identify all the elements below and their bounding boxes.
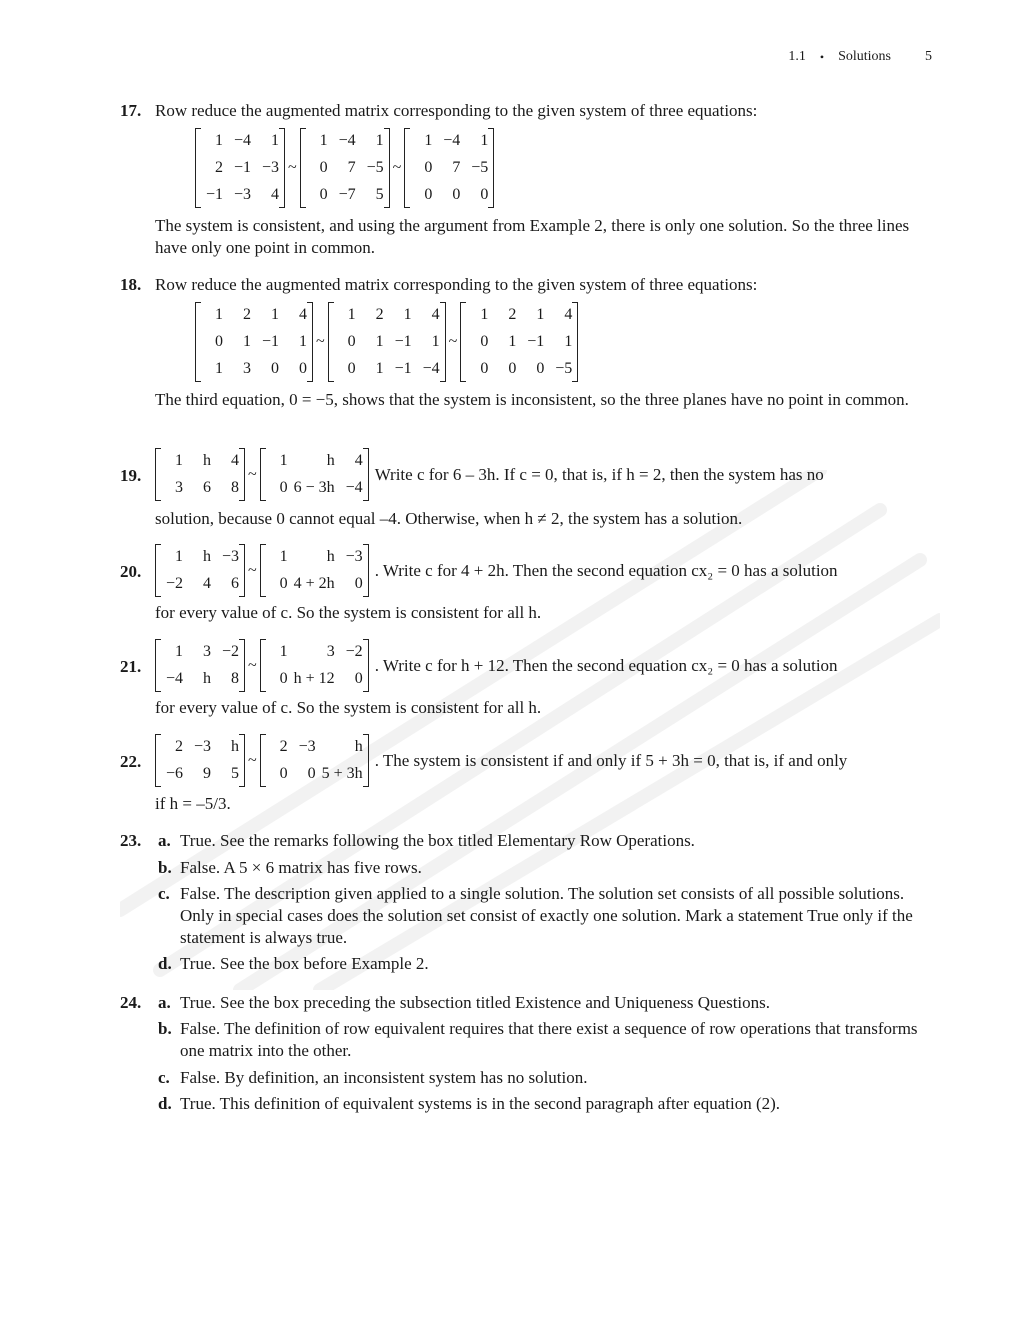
row-equivalent-symbol: ~ — [248, 751, 257, 769]
matrix-cell: 1 — [279, 548, 288, 565]
matrix-cell: 0 — [354, 575, 363, 592]
matrix-cell: 0 — [424, 186, 433, 203]
matrix-cell: 1 — [243, 333, 251, 350]
matrix-cell: h — [203, 452, 211, 469]
row-equivalent-symbol: ~ — [316, 333, 325, 350]
matrix-cell: 4 — [431, 306, 440, 323]
problem-text: . Write c for h + 12. Then the second equation cx₂ = 0 has a solution — [374, 655, 838, 675]
row-equivalent-symbol: ~ — [248, 465, 257, 483]
matrix-cell: 6 — [231, 575, 239, 592]
matrix — [155, 641, 245, 690]
matrix-cell: 0 — [319, 186, 328, 203]
matrix-cell: −2 — [345, 643, 363, 660]
matrix-cell: 5 + 3h — [321, 765, 363, 782]
part-text: True. See the box preceding the subsection titled Existence and Uniqueness Questions. — [180, 993, 771, 1012]
matrix-cell: 1 — [424, 132, 433, 149]
matrix-cell: 7 — [452, 159, 461, 176]
matrix-cell: 8 — [231, 670, 239, 687]
matrix-cell: 8 — [231, 479, 239, 496]
matrix-cell: 0 — [279, 575, 288, 592]
section-number: 1.1 — [788, 49, 806, 64]
part-text: True. This definition of equivalent systems is in the second paragraph after equation (2). — [180, 1094, 781, 1113]
matrix-cell: 1 — [319, 132, 328, 149]
matrix-cell: 1 — [215, 306, 223, 323]
matrix-cell: 1 — [175, 548, 183, 565]
matrix-cell: h — [354, 738, 363, 755]
matrix-row — [155, 641, 838, 690]
matrix-cell: 0 — [319, 159, 328, 176]
matrix-cell: 2 — [508, 306, 517, 323]
matrix-cell: 2 — [279, 738, 288, 755]
matrix-cell: −5 — [471, 159, 489, 176]
matrix-cell: 1 — [536, 306, 545, 323]
matrix — [404, 130, 494, 206]
matrix-cell: −6 — [165, 765, 183, 782]
matrix-cell: 1 — [299, 333, 307, 350]
matrix-cell: 1 — [347, 306, 356, 323]
matrix-cell: 1 — [375, 132, 384, 149]
matrix-cell: 4 — [564, 306, 573, 323]
matrix-cell: 0 — [307, 765, 316, 782]
matrix-cell: 0 — [508, 360, 517, 377]
matrix-cell: −4 — [345, 479, 363, 496]
matrix-cell: 2 — [375, 306, 384, 323]
matrix-cell: 0 — [536, 360, 545, 377]
row-equivalent-symbol: ~ — [448, 333, 458, 350]
matrix — [155, 736, 245, 785]
matrix-cell: 4 — [203, 575, 211, 592]
row-equivalent-symbol: ~ — [248, 656, 257, 674]
matrix-cell: 1 — [403, 306, 412, 323]
matrix-cell: 1 — [375, 360, 384, 377]
matrix — [300, 130, 390, 206]
matrix-cell: −7 — [338, 186, 356, 203]
matrix-cell: 1 — [508, 333, 517, 350]
matrix-cell: −2 — [221, 643, 239, 660]
matrix-cell: 0 — [347, 360, 356, 377]
part-label: b. — [158, 858, 172, 877]
matrix-cell: −1 — [527, 333, 545, 350]
matrix-row — [195, 130, 494, 206]
matrix — [460, 304, 578, 380]
problem-number: 20. — [120, 562, 142, 581]
problem-number: 22. — [120, 752, 142, 771]
problem-conclusion: The third equation, 0 = −5, shows that the system is inconsistent, so the three planes have no point in common. — [155, 390, 909, 409]
matrix-cell: 4 — [299, 306, 307, 323]
matrix-cell: 9 — [203, 765, 211, 782]
problem-continuation: for every value of c. So the system is consistent for all h. — [155, 603, 542, 622]
part-text: False. The description given applied to a single solution. The solution set consists of all possible solutions. Only in special cases does the solution set consist of exactly one solution. Mark a statement True only if the statement is always true. — [180, 884, 913, 947]
matrix-cell: 4 + 2h — [293, 575, 335, 592]
matrix-cell: −3 — [193, 738, 211, 755]
matrix-cell: 0 — [480, 186, 489, 203]
part-label: a. — [158, 831, 171, 850]
part-label: d. — [158, 954, 172, 973]
part-text: False. The definition of row equivalent requires that there exist a sequence of row operations that transforms one matrix into the other. — [180, 1019, 918, 1060]
matrix-cell: −3 — [345, 548, 363, 565]
problem-continuation: solution, because 0 cannot equal –4. Otherwise, when h ≠ 2, the system has a solution. — [155, 509, 743, 528]
matrix-cell: 3 — [175, 479, 183, 496]
part-label: b. — [158, 1019, 172, 1038]
matrix-cell: −4 — [422, 360, 440, 377]
matrix-cell: h — [231, 738, 239, 755]
part-label: d. — [158, 1094, 172, 1113]
matrix-cell: 1 — [215, 360, 223, 377]
matrix-cell: 0 — [347, 333, 356, 350]
matrix-cell: 0 — [271, 360, 279, 377]
row-equivalent-symbol: ~ — [248, 561, 257, 579]
matrix-cell: 1 — [431, 333, 440, 350]
matrix-row — [155, 736, 847, 785]
matrix-cell: 1 — [375, 333, 384, 350]
matrix-cell: 2 — [175, 738, 183, 755]
matrix-cell: −1 — [394, 333, 412, 350]
problem-text: Write c for 6 – 3h. If c = 0, that is, if h = 2, then the system has no — [374, 464, 824, 484]
matrix — [260, 736, 369, 785]
part-text: False. A 5 × 6 matrix has five rows. — [180, 858, 422, 877]
matrix-cell: −3 — [298, 738, 316, 755]
matrix-cell: −1 — [233, 159, 251, 176]
matrix-row — [155, 450, 824, 499]
matrix-cell: 1 — [175, 643, 183, 660]
matrix-cell: 0 — [299, 360, 307, 377]
matrix-cell: 5 — [231, 765, 239, 782]
matrix-cell: −3 — [233, 186, 251, 203]
row-equivalent-symbol: ~ — [392, 159, 402, 176]
matrix-cell: 6 − 3h — [293, 479, 335, 496]
matrix-cell: 0 — [279, 765, 288, 782]
matrix-cell: 1 — [480, 132, 489, 149]
section-title: Solutions — [838, 49, 891, 64]
matrix-cell: 0 — [279, 670, 288, 687]
matrix-cell: 7 — [347, 159, 356, 176]
matrix-cell: 3 — [326, 643, 335, 660]
page-header — [788, 46, 932, 68]
matrix-cell: 4 — [231, 452, 239, 469]
matrix — [155, 546, 245, 595]
matrix-cell: −1 — [394, 360, 412, 377]
matrix-cell: −3 — [221, 548, 239, 565]
part-text: True. See the box before Example 2. — [180, 954, 429, 973]
matrix-cell: −1 — [205, 186, 223, 203]
matrix-cell: 2 — [243, 306, 251, 323]
matrix-cell: −5 — [366, 159, 384, 176]
matrix-cell: 0 — [279, 479, 288, 496]
matrix-cell: 1 — [564, 333, 573, 350]
matrix-cell: 5 — [375, 186, 384, 203]
problem-intro: Row reduce the augmented matrix corresponding to the given system of three equations: — [155, 275, 758, 294]
part-text: False. By definition, an inconsistent system has no solution. — [180, 1068, 588, 1087]
matrix-cell: 4 — [354, 452, 363, 469]
problem-conclusion: The system is consistent, and using the argument from Example 2, there is only one solution. So the three lines have only one point in common. — [155, 216, 910, 257]
matrix-cell: −4 — [233, 132, 251, 149]
matrix-cell: −4 — [338, 132, 356, 149]
matrix-cell: −4 — [443, 132, 461, 149]
matrix-cell: h + 12 — [293, 670, 335, 687]
matrix-cell: h — [203, 548, 211, 565]
problem-number: 21. — [120, 657, 142, 676]
matrix-cell: 0 — [480, 333, 489, 350]
problem-continuation: if h = –5/3. — [155, 794, 231, 813]
matrix-cell: 4 — [271, 186, 279, 203]
problem-number: 18. — [120, 275, 142, 294]
matrix-cell: 0 — [354, 670, 363, 687]
problem-number: 23. — [120, 831, 142, 850]
matrix-cell: 0 — [452, 186, 461, 203]
part-label: c. — [158, 884, 170, 903]
part-label: a. — [158, 993, 171, 1012]
matrix-cell: −1 — [261, 333, 279, 350]
matrix-cell: h — [326, 548, 335, 565]
matrix-cell: 1 — [279, 643, 288, 660]
matrix — [328, 304, 446, 380]
part-text: True. See the remarks following the box titled Elementary Row Operations. — [180, 831, 695, 850]
matrix-cell: 6 — [203, 479, 211, 496]
matrix-cell: −3 — [261, 159, 279, 176]
problem-number: 24. — [120, 993, 142, 1012]
matrix — [195, 304, 313, 380]
problem-continuation: for every value of c. So the system is consistent for all h. — [155, 698, 542, 717]
problem-intro: Row reduce the augmented matrix corresponding to the given system of three equations: — [155, 101, 758, 120]
problem-text: . The system is consistent if and only if 5 + 3h = 0, that is, if and only — [374, 750, 848, 770]
matrix-cell: −5 — [555, 360, 573, 377]
matrix-cell: 1 — [271, 306, 279, 323]
matrix — [195, 130, 285, 206]
row-equivalent-symbol: ~ — [288, 159, 297, 176]
matrix-cell: 0 — [424, 159, 433, 176]
matrix-cell: 1 — [215, 132, 223, 149]
matrix-cell: 2 — [215, 159, 223, 176]
problem-number: 17. — [120, 101, 142, 120]
matrix-cell: h — [326, 452, 335, 469]
problem-text: . Write c for 4 + 2h. Then the second equation cx₂ = 0 has a solution — [374, 560, 838, 580]
part-label: c. — [158, 1068, 170, 1087]
matrix — [260, 546, 369, 595]
matrix-cell: 1 — [480, 306, 489, 323]
bullet-separator: • — [819, 50, 825, 64]
matrix-cell: −4 — [165, 670, 183, 687]
matrix — [260, 450, 369, 499]
matrix-cell: 1 — [279, 452, 288, 469]
matrix — [260, 641, 369, 690]
matrix-cell: 1 — [271, 132, 279, 149]
matrix-cell: 3 — [203, 643, 211, 660]
matrix-row — [195, 304, 578, 380]
page-number: 5 — [925, 49, 932, 64]
matrix-cell: 0 — [480, 360, 489, 377]
matrix-cell: 3 — [243, 360, 251, 377]
matrix-cell: −2 — [165, 575, 183, 592]
matrix-cell: h — [203, 670, 211, 687]
problem-number: 19. — [120, 466, 142, 485]
matrix-cell: 1 — [175, 452, 183, 469]
matrix-cell: 0 — [215, 333, 223, 350]
matrix-row — [155, 546, 838, 595]
matrix — [155, 450, 245, 499]
